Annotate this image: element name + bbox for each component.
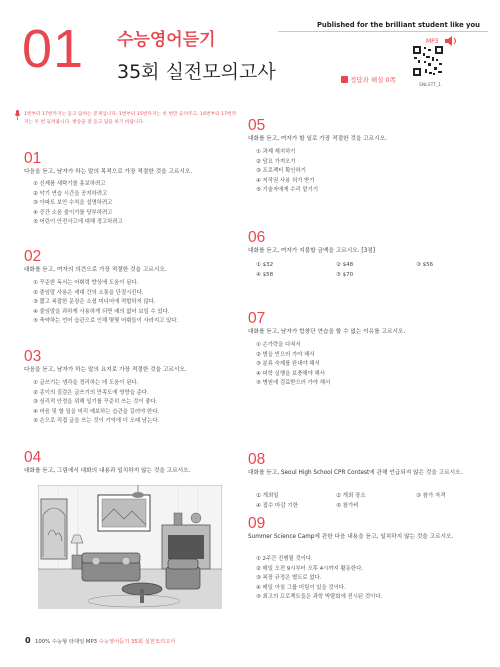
option[interactable]: ② 종이의 질감은 글쓰기의 만족도에 영향을 준다. [33, 389, 149, 396]
question-number: 01 [24, 150, 42, 167]
option[interactable]: ④ 접수 마감 기한 [256, 503, 299, 509]
option[interactable]: ④ 매일 아침 그룹 미팅이 있을 것이다. [256, 584, 346, 591]
mp3-label: MP3 [426, 38, 439, 45]
option[interactable]: ④ 피학 실행을 보충해야 해서 [256, 370, 325, 377]
option[interactable]: ① 과제 제지하기 [256, 149, 296, 155]
option[interactable]: ③ 분류 숙제를 완내야 해서 [256, 361, 320, 367]
option[interactable]: ② 줄임말 사용은 세대 간의 소통을 단절시킨다. [33, 289, 144, 296]
question-number: 05 [248, 117, 266, 134]
question-number: 02 [24, 248, 42, 265]
option[interactable]: ⑤ 축약하는 언어 습관으로 인해 몇몇 어휘들이 사라지고 있다. [33, 318, 179, 324]
option[interactable]: ④ 저작권 사용 허가 받기 [256, 177, 315, 184]
option-list [256, 341, 330, 389]
option[interactable]: ⑤ 기술자에게 수리 맡기기 [256, 187, 319, 193]
option-list [256, 260, 496, 280]
series-title: 수능영어듣기 [117, 30, 216, 50]
option[interactable]: ① 손가락을 다쳐서 [256, 342, 301, 348]
page-number: 0 [25, 636, 31, 645]
question-number: 04 [24, 449, 42, 466]
option[interactable]: ③ 아파트 보안 수칙을 설명하려고 [33, 200, 113, 206]
option[interactable]: ⑤ 최고의 프로젝트들은 과학 박람회에 전시된 것이다. [256, 594, 383, 600]
intro-text: 1번부터 17번까지는 듣고 답하는 문제입니다. 1번부터 15번까지는 한 번만 들려주고, 16번부터 17번까지는 두 번 들려줍니다. 방송을 잘 듣고 답을 하기 바랍니다. [24, 112, 237, 126]
option-list [256, 148, 318, 196]
question-number: 08 [248, 451, 266, 468]
option[interactable]: ② 매일 오전 9시부터 오후 4시까지 활동한다. [256, 565, 364, 572]
option[interactable]: ① 꾸준한 독서는 어휘력 향상에 도움이 된다. [33, 280, 139, 286]
question-prompt: 대화를 듣고, 남자가 합창단 연습을 할 수 없는 이유를 고르시오. [248, 329, 406, 335]
speaker-icon[interactable] [444, 36, 458, 46]
answer-icon [341, 76, 348, 83]
question-number: 07 [248, 310, 266, 327]
option-list [256, 491, 496, 511]
option[interactable]: ④ 증간 소음 줄이기를 당부하려고 [33, 209, 113, 216]
option[interactable]: ② 악기 연습 시간을 공지하려고 [33, 190, 108, 197]
question-number: 03 [24, 348, 42, 365]
option[interactable]: ① 신제품 세탁기를 홍보하려고 [33, 181, 106, 187]
footer-book: 100% 수능형 타대임 MP3 [35, 639, 99, 645]
question-prompt: 다음을 듣고, 남자가 하는 말의 요지로 가장 적절한 것을 고르시오. [24, 367, 187, 373]
question-prompt: 대화를 듣고, 여자가 지불할 금액을 고르시오. [3점] [248, 248, 375, 254]
option[interactable]: ⑤ 병원에 검료받으러 가야 해서 [256, 380, 331, 386]
option[interactable]: ③ 짧고 복잡한 문장은 소셜 미디어에 적합하지 않다. [33, 299, 156, 305]
option-list [33, 279, 178, 327]
question-prompt: 다음을 듣고, 남자가 하는 말의 목적으로 가장 적절한 것을 고르시오. [24, 169, 193, 175]
answer-link[interactable] [341, 75, 396, 84]
option[interactable]: ④ 줄임말을 과하게 사용하게 되면 예의 없어 보일 수 있다. [33, 308, 170, 315]
living-room-illustration [38, 485, 222, 609]
question-number: 06 [248, 229, 266, 246]
option[interactable]: ② $48 [336, 262, 354, 268]
option-list [256, 555, 382, 603]
test-title: 35회 실전모의고사 [117, 61, 276, 83]
publisher-line: Published for the brilliant student like you [316, 21, 480, 29]
question-prompt: 대화를 듣고, 여자의 의견으로 가장 적절한 것을 고르시오. [24, 267, 167, 273]
question-prompt: 대화를 듣고, Seoul High School CPR Contest에 관해 언급되지 않은 것을 고르시오. [248, 470, 463, 476]
option[interactable]: ⑤ 어린이 안전사고에 대해 경고하려고 [33, 219, 123, 225]
footer-text [35, 637, 175, 645]
footer-test-name: 수능영어듣기 35회 실전모의고사 [98, 639, 176, 645]
option[interactable]: ① 개최일 [256, 493, 279, 499]
header-divider [278, 31, 488, 32]
option[interactable]: ③ $56 [416, 262, 434, 268]
option[interactable]: ⑤ $70 [336, 272, 354, 278]
option-list [33, 379, 159, 427]
answer-label: 정답과 해설 0쪽 [350, 76, 396, 84]
question-prompt: 대화를 듣고, 여자가 할 일로 가장 적절한 것을 고르시오. [248, 136, 387, 142]
question-prompt: Summer Science Camp에 관한 다음 내용을 듣고, 일치하지 않는 것을 고르시오. [248, 534, 454, 540]
qr-code[interactable] [412, 45, 444, 77]
option[interactable]: ② 개최 장소 [336, 493, 366, 499]
option[interactable]: ③ 프로젝터 확인하기 [256, 168, 306, 174]
option[interactable]: ⑤ 손으로 직접 글을 쓰는 것이 기억에 더 오래 남는다. [33, 418, 160, 424]
question-number: 09 [248, 515, 266, 532]
option[interactable]: ② 범을 빈으러 가야 해서 [256, 351, 315, 358]
question-prompt: 대화를 듣고, 그림에서 대화의 내용과 일치하지 않는 것을 고르시오. [24, 468, 191, 474]
option[interactable]: ① 2주간 진행될 것이다. [256, 556, 313, 562]
option[interactable]: ① $32 [256, 262, 274, 268]
option[interactable]: ④ 마음 및 할 일을 미리 예보하는 습관을 길러야 한다. [33, 408, 160, 415]
option-list [33, 180, 123, 228]
option[interactable]: ④ $58 [256, 272, 274, 278]
option[interactable]: ③ 참가 자격 [416, 493, 446, 499]
option[interactable]: ① 글쓰기는 생각을 정리하는 데 도움이 된다. [33, 380, 139, 386]
option[interactable]: ② 담요 가져오기 [256, 158, 296, 165]
option[interactable]: ③ 복장 규정은 별도로 없다. [256, 575, 322, 581]
microphone-icon [14, 110, 21, 121]
code-label: SNLSTT_1 [419, 83, 442, 88]
unit-number: 01 [22, 19, 85, 79]
option[interactable]: ③ 심리적 안정을 위해 일기를 꾸준히 쓰는 것이 좋다. [33, 399, 158, 405]
option[interactable]: ⑤ 참가비 [336, 503, 359, 509]
